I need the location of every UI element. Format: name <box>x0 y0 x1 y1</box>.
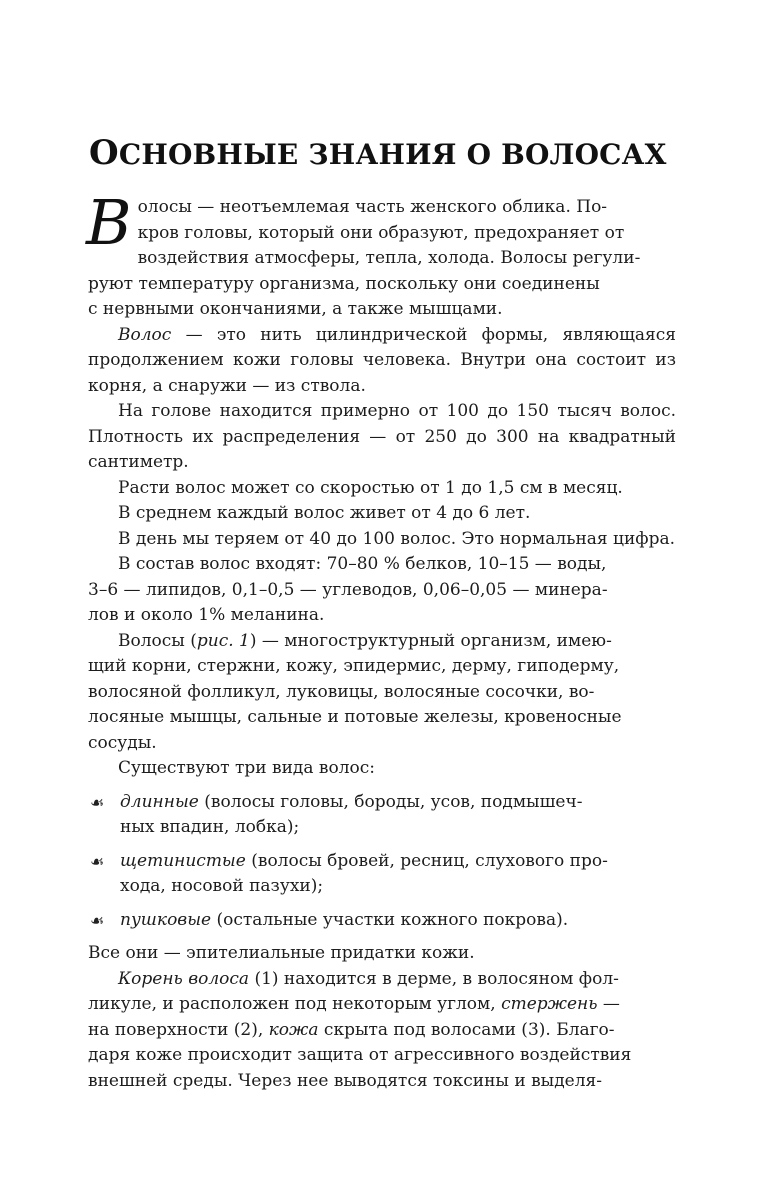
structure-line: лосяные мышцы, сальные и потовые железы, кровеносные <box>88 707 622 727</box>
structure-line <box>88 629 676 655</box>
term-root: Корень волоса <box>118 968 250 989</box>
root-line <box>88 1018 676 1044</box>
list-item-text: (волосы бровей, ресниц, слухового про- <box>245 850 608 871</box>
intro-line: олосы — неотъемлемая часть женского облика. По- <box>137 197 608 217</box>
body-text <box>86 186 676 1094</box>
fleuron-bullet-icon: ☙ <box>90 851 105 871</box>
paragraph-count: На голове находится примерно от 100 до 150 тысяч волос. Плотность их распределения — от 250 до 300 на квадратный сантиметр. <box>88 401 676 472</box>
intro-line: воздействия атмосферы, тепла, холода. Волосы регули- <box>137 248 641 268</box>
intro-paragraph <box>86 186 676 323</box>
structure-line: сосуды. <box>88 732 157 753</box>
paragraph-growth: Расти волос может со скоростью от 1 до 1,5 см в месяц. <box>118 477 623 498</box>
root-line <box>88 967 676 993</box>
title-initial: О <box>89 133 119 173</box>
paragraph-epithelial: Все они — эпителиальные придатки кожи. <box>88 943 475 963</box>
list-item <box>88 790 676 841</box>
composition-line: 3–6 — липидов, 0,1–0,5 — углеводов, 0,06–0,05 — минера- <box>88 579 608 600</box>
fleuron-bullet-icon: ☙ <box>90 792 105 812</box>
root-text: — <box>597 994 620 1014</box>
paragraph-root <box>88 967 676 1095</box>
list-item <box>88 849 676 900</box>
paragraph-volos <box>88 323 676 400</box>
hair-types-list <box>88 790 676 934</box>
term-volos: Волос <box>118 324 172 345</box>
list-item-text: (волосы головы, бороды, усов, подмышеч- <box>198 791 583 812</box>
fleuron-bullet-icon: ☙ <box>90 910 105 930</box>
term-skin: кожа <box>268 1019 319 1040</box>
composition-line: В состав волос входят: 70–80 % белков, 10–15 — воды, <box>118 554 607 574</box>
list-item-line <box>120 790 676 816</box>
root-text: ликуле, и расположен под некоторым углом, <box>88 994 502 1014</box>
structure-line: щий корни, стержни, кожу, эпидермис, дерму, гиподерму, <box>88 656 620 676</box>
paragraph-text: — это нить цилиндрической формы, являющаяся продолжением кожи головы человека. Внутри она состоит из корня, а снаружи — из ствола. <box>88 324 676 396</box>
paragraph-types: Существуют три вида волос: <box>118 758 376 778</box>
paragraph-loss: В день мы теряем от 40 до 100 волос. Это нормальная цифра. <box>118 528 676 549</box>
list-item-term: длинные <box>120 791 199 812</box>
root-line: даря коже происходит защита от агрессивного воздействия <box>88 1045 632 1065</box>
root-text: на поверхности (2), <box>88 1019 269 1040</box>
root-text: (1) находится в дерме, в волосяном фол- <box>249 968 619 989</box>
list-item-term: пушковые <box>120 909 212 930</box>
structure-line: волосяной фолликул, луковицы, волосяные сосочки, во- <box>88 681 595 702</box>
structure-text: ) — многоструктурный организм, имею- <box>249 630 612 651</box>
list-item-line <box>120 849 676 875</box>
intro-line: кров головы, который они образуют, предохраняет от <box>137 222 625 243</box>
list-item-line <box>120 908 676 934</box>
list-item-text: (остальные участки кожного покрова). <box>211 909 569 930</box>
paragraph-structure <box>88 629 676 757</box>
intro-line: руют температуру организма, поскольку они соединены <box>88 273 600 294</box>
figure-ref: рис. 1 <box>196 630 250 651</box>
list-item-line: ных впадин, лобка); <box>120 817 300 837</box>
paragraph-life: В среднем каждый волос живет от 4 до 6 лет. <box>118 503 531 523</box>
root-text: скрыта под волосами (3). Благо- <box>318 1019 615 1040</box>
title-text: СНОВНЫЕ ЗНАНИЯ О ВОЛОСАХ <box>118 138 667 171</box>
term-shaft: стержень <box>501 994 598 1014</box>
drop-cap: В <box>86 186 132 259</box>
composition-line: лов и около 1% меланина. <box>88 605 325 625</box>
intro-line: с нервными окончаниями, а также мышцами. <box>88 299 503 319</box>
list-item-term: щетинистые <box>120 850 246 871</box>
root-line <box>88 992 676 1018</box>
page-title <box>89 133 667 173</box>
structure-text: Волосы ( <box>118 630 197 651</box>
list-item-line: хода, носовой пазухи); <box>120 876 324 896</box>
paragraph-composition <box>88 552 676 629</box>
list-item <box>88 908 676 934</box>
root-line: внешней среды. Через нее выводятся токсины и выделя- <box>88 1070 603 1091</box>
